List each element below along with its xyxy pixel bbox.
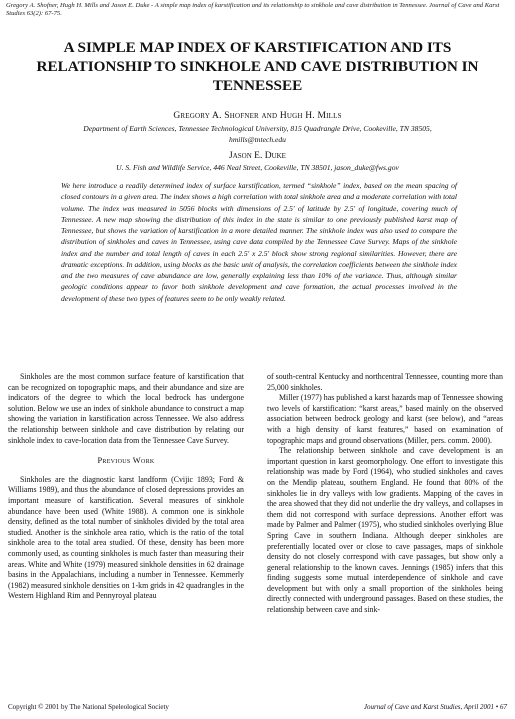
sinkhole-cave-paragraph: The relationship between sinkhole and cave development is an important question in karst geomorphology. One effort to investigate this relationship was made by Ford (1964), who studied sinkholes and caves on the Mendip plateau, southern England. He found that 80% of the sinkholes lie in dry valleys with low gradients. Mapping of the caves in the area showed that they did not underlie the dry valleys, and collapses in them did not correspond with surface depressions. Another effort was made by Palmer and Palmer (1975), who studied sinkholes overlying Blue Spring Cave in southern Indiana. Although deeper sinkholes are preferentially located over or close to cave passages, maps of sinkhole density do not closely correspond with cave passages, but show only a general relationship to the known caves. Jennings (1985) infers that this finding suggests some mutual interdependence of sinkhole and cave development but with only a small proportion of the sinkholes being directly connected with underground passages. Based on these studies, the relationship between cave and sink-	[267, 446, 503, 615]
right-column	[267, 372, 503, 616]
running-citation: Gregory A. Shofner, Hugh H. Mills and Jason E. Duke - A simple map index of karstification and its relationship to sinkhole and cave distribution in Tennessee. Journal of Cave and Karst Studies 63(2): 67-75.	[6, 2, 500, 17]
abstract: We here introduce a readily determined index of surface karstification, termed “sinkhole” index, based on the mean spacing of closed contours in a given area. The index shows a high correlation with total sinkhole area and a moderate correlation with total volume. The index was measured in 5056 blocks with dimensions of 2.5′ of latitude by 2.5′ of longitude, covering much of Tennessee. A new map showing the distribution of this index in the state is similar to one previously published karst map of Tennessee, but shows the variation of karstification in a more detailed manner. The sinkhole index was also used to compare the distribution of sinkholes and caves in Tennessee, using cave data compiled by the Tennessee Cave Survey. Maps of the sinkhole index and the number and total length of caves in each 2.5′ x 2.5′ block show strong regional similarities. However, there are dramatic exceptions. In addition, using blocks as the basic unit of analysis, the correlation coefficients between the sinkhole index and the two measures of cave abundance are low, generally explaining less than 10% of the variance. Thus, although similar geologic conditions appear to favor both sinkhole development and cave formation, the actual processes involved in the development of these two types of features seem to be only weakly related.	[61, 181, 457, 303]
continued-paragraph: of south-central Kentucky and northcentral Tennessee, counting more than 25,000 sinkholes.	[267, 372, 503, 392]
journal-page-info: Journal of Cave and Karst Studies, April 2001 • 67	[363, 703, 507, 711]
previous-work-paragraph: Sinkholes are the diagnostic karst landform (Cvijic 1893; Ford & Williams 1989), and thus the abundance of closed depressions provides an important measure of karstification. Several measures of sinkhole abundance have been used (White 1988). A common one is sinkhole density, defined as the total number of sinkholes divided by the total area studied. Another is the sinkhole area ratio, which is the ratio of the total sinkhole area to the total area studied. Of these, density has been more commonly used, as counting sinkholes is much faster than measuring their areas. White and White (1979) measured sinkhole densities in 62 drainage basins in the Appalachians, including a number in Tennessee. Kemmerly (1982) measured sinkhole densities on 1-km grids in 42 quadrangles in the Western Highland Rim and Pennyroyal plateau	[8, 474, 244, 601]
copyright-notice: Copyright © 2001 by The National Speleological Society	[8, 703, 169, 711]
miller-paragraph: Miller (1977) has published a karst hazards map of Tennessee showing two levels of karstification: “karst areas,” based mainly on the observed association between bedrock geology and karst (see below), and “areas with a high density of karst features,” based on examination of topographic maps and ground observations (Miller, pers. comm. 2000).	[267, 393, 503, 445]
author-secondary: Jason E. Duke	[229, 151, 286, 161]
affiliation-secondary: U. S. Fish and Wildlife Service, 446 Neal Street, Cookeville, TN 38501, jason_duke@fws.gov	[116, 163, 399, 172]
affiliation-primary: Department of Earth Sciences, Tennessee Technological University, 815 Quadrangle Drive, Cookeville, TN 38505,	[83, 124, 432, 133]
left-column	[8, 372, 244, 602]
section-heading-previous-work: Previous Work	[97, 456, 155, 466]
authors-primary: Gregory A. Shofner and Hugh H. Mills	[173, 111, 342, 121]
email-primary: hmills@tntech.edu	[229, 135, 286, 144]
intro-paragraph: Sinkholes are the most common surface feature of karstification that can be recognized on topographic maps, and their abundance and size are indicators of the degree to which the local bedrock has undergone solution. Below we use an index of sinkhole abundance to construct a map showing the variation in karstification across Tennessee. We also address the relationship between sinkhole and cave distribution by relating our sinkhole index to cave-location data from the Tennessee Cave Survey.	[8, 372, 244, 445]
article-title: A SIMPLE MAP INDEX OF KARSTIFICATION AND ITS RELATIONSHIP TO SINKHOLE AND CAVE DISTRIBUTION IN TENNESSEE	[36, 39, 479, 94]
